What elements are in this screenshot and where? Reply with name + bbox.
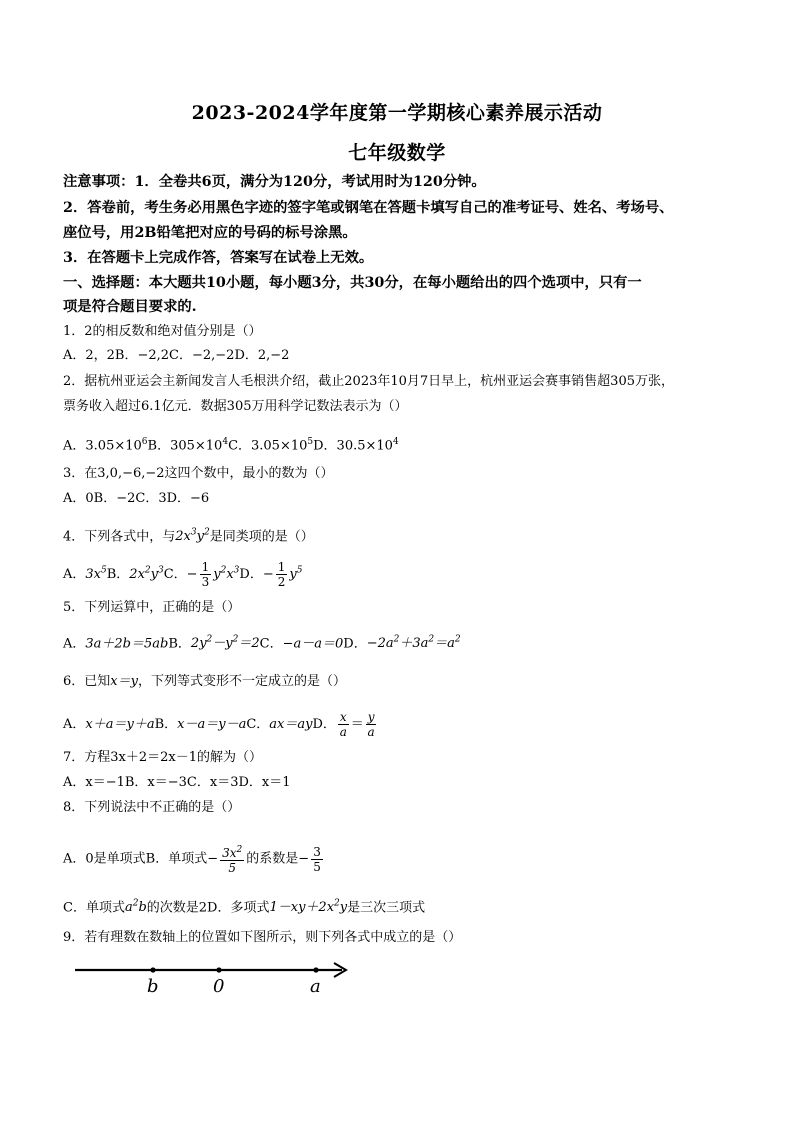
q2-stem-cont: 票务收入超过6.1亿元．数据305万用科学记数法表示为（） xyxy=(63,399,408,414)
note-2b: 座位号，用2B铅笔把对应的号码的标号涂黑。 xyxy=(63,225,357,241)
note-1: 注意事项：1．全卷共6页，满分为120分，考试用时为120分钟。 xyxy=(63,174,486,190)
label-0: 0 xyxy=(213,976,225,997)
q3-options: A．0B．−2C．3D．−6 xyxy=(63,491,210,506)
section-1-header-cont: 项是符合题目要求的. xyxy=(63,299,197,315)
q8-options-ab: A．0是单项式B．单项式− $\frac{3x^2}{5}$ 的系数是− $\frac{3}{5}$ xyxy=(63,844,321,875)
q1-stem: 1．2的相反数和绝对值分别是（） xyxy=(63,324,262,339)
q6-options: A．x＋a＝y＋aB．x－a＝y－aC．ax＝ayD． $\frac{x}{a}$ ＝ $\frac{y}{a}$ xyxy=(63,710,375,739)
exam-title: 2023-2024学年度第一学期核心素养展示活动 xyxy=(191,102,603,124)
q2-options: A．$3.05\times 10^6B$．$305\times 10^4C$．$3.05\times 10^5D$．$30.5\times 10^4$ xyxy=(63,437,399,454)
section-1-header: 一、选择题：本大题共10小题，每小题3分，共30分，在每小题给出的四个选项中，只有一 xyxy=(63,275,642,291)
q6-stem-pre: 6．已知 xyxy=(63,674,111,689)
q5-options: A．3a＋2b＝5abB．$2y^2-y^2=2C$．−a－a＝0D．$-2a^2+3a^2=a^2$ xyxy=(63,635,461,652)
q6-stem xyxy=(63,673,734,691)
q1-options: A．2，2B．−2,2C．−2,−2D．2,−2 xyxy=(63,348,290,363)
q2-stem: 2．据杭州亚运会主新闻发言人毛根洪介绍，截止2023年10月7日早上，杭州亚运会赛事销售超305万张， xyxy=(63,374,674,389)
point-0 xyxy=(216,967,221,972)
q4-expression: $2x^3y^2$ xyxy=(175,528,210,545)
q4-stem xyxy=(63,524,734,546)
q4-options: A．$3x^5B$．$2x^2y^3C$．− $\frac{1}{3}$ $y^2x^3D$．− $\frac{1}{2}$ $y^5$ xyxy=(63,560,303,589)
q5-stem: 5．下列运算中，正确的是（） xyxy=(63,600,241,615)
note-3: 3．在答题卡上完成作答，答案写在试卷上无效。 xyxy=(63,250,374,266)
q7-options: A．x＝−1B．x＝−3C．x＝3D．x＝1 xyxy=(63,775,291,790)
q6-condition: x＝y xyxy=(110,674,138,689)
q8-stem: 8．下列说法中不正确的是（） xyxy=(63,800,241,815)
q4-stem-pre: 4．下列各式中，与 xyxy=(63,529,176,545)
number-line-figure xyxy=(70,958,360,998)
q7-stem: 7．方程3x＋2＝2x－1的解为（） xyxy=(63,750,263,765)
label-a: a xyxy=(310,976,321,997)
point-b xyxy=(150,967,155,972)
point-a xyxy=(313,967,318,972)
q6-stem-post: ，下列等式变形不一定成立的是（） xyxy=(137,674,346,689)
q8-options-cd: C．单项式$a^2b$的次数是2D．多项式$1-xy+2x^2y$是三次三项式 xyxy=(63,899,426,916)
exam-subtitle: 七年级数学 xyxy=(348,142,446,164)
note-2a: 2．答卷前，考生务必用黑色字迹的签字笔或钢笔在答题卡填写自己的准考证号、姓名、考场号、 xyxy=(63,200,674,216)
q9-stem: 9．若有理数在数轴上的位置如下图所示，则下列各式中成立的是（） xyxy=(63,930,462,945)
q3-stem: 3．在3,0,−6,−2这四个数中，最小的数为（） xyxy=(63,466,334,481)
q4-stem-post: 是同类项的是（） xyxy=(209,529,314,545)
label-b: b xyxy=(147,976,159,997)
